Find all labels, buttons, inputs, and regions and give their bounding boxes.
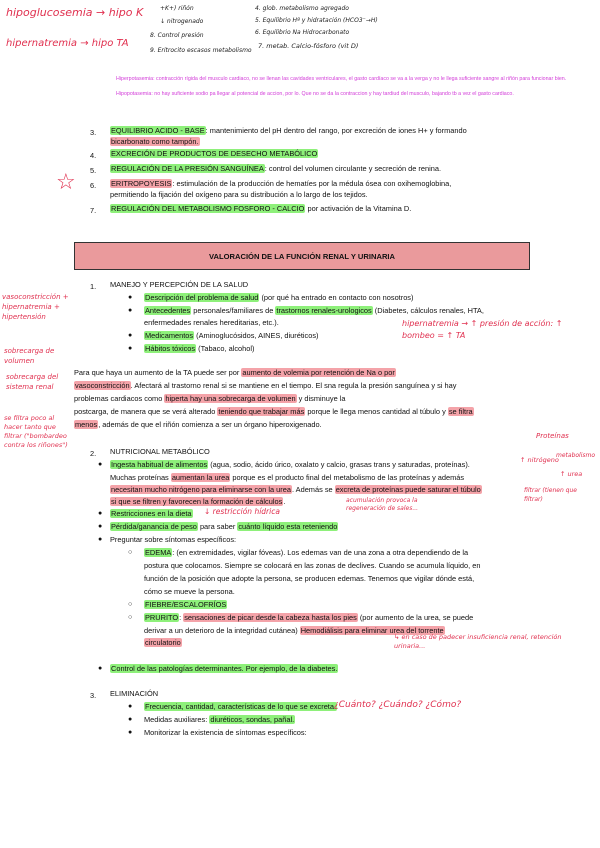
highlight: circulatorio [145,638,181,647]
nutricional-ingesta-line4 [110,497,285,507]
function-fosforo-calcio [110,204,411,214]
text: y disminuye la [296,394,346,403]
handwritten-hipernatremia-presion: hipernatremia → ↑ presión de acción: ↑ bombeo = ↑ TA [402,319,563,340]
function-equilibrio [110,126,467,136]
text: : (en extremidades, vigilar fóveas). Los edemas van de una zona a otra dependiendo de la [172,548,469,557]
manejo-title: MANEJO Y PERCEPCIÓN DE LA SALUD [110,280,249,289]
bullet-icon: ● [128,703,133,710]
text: . [283,497,286,506]
function-label: REGULACIÓN DE LA PRESIÓN SANGUÍNEA [111,164,264,173]
highlight: Pérdida/ganancia de peso [111,522,197,531]
nutricional-ingesta-line2 [110,473,464,483]
function-excrecion [110,149,318,159]
text: (Diabetes, cálculos renales, HTA, [372,306,484,315]
manejo-descripcion [144,293,413,303]
handwritten-mid-3: 8. Control presión [150,32,204,39]
item-number: 3. [90,691,97,700]
handwritten-right-4: 7. metab. Calcio-fósforo (vit D) [258,42,359,50]
text: postcarga, de manera que se verá alterado [74,407,218,416]
highlight: aumento de volemia por retención de Na o por [242,368,395,377]
handwritten-se-filtra: se filtra poco al hacer tanto que filtrar ("bombardeo contra los riñones") [4,414,68,449]
nutricional-preguntar: Preguntar sobre síntomas específicos: [110,535,237,544]
handwritten-urea: ↑ urea [560,470,583,478]
eliminacion-title: ELIMINACIÓN [110,689,159,698]
text: : [179,613,184,622]
fiebre [144,600,227,610]
highlight: Descripción del problema de salud [145,293,259,302]
eliminacion-monitorizar: Monitorizar la existencia de síntomas específicos: [144,728,307,737]
item-number: 1. [90,282,97,291]
highlight: Hábitos tóxicos [145,344,196,353]
text: Medidas auxiliares: [144,715,210,724]
highlight: Control de las patologías determinantes. Por ejemplo, de la diabetes. [111,664,338,673]
nutricional-restricciones [110,509,193,519]
text: (Tabaco, alcohol) [196,344,255,353]
function-text-2: bicarbonato como tampón. [111,137,199,146]
top-note-hiperpotasemia: Hiperpotasemia: contracción rígida del musculo cardiaco, no se llenan las cavidades ventriculares, el gasto cardíaco se va a la verga y no le llega suficiente sangre al riñón para funcionar bien. [116,76,567,82]
function-presion [110,164,441,174]
function-number: 6. [90,181,97,190]
paragraph-line-3 [74,394,346,404]
paragraph-line-2 [74,381,456,391]
prurito-line-3 [144,638,182,648]
section-title-box [74,242,530,270]
highlight: Ingesta habitual de alimentos [111,460,208,469]
nutricional-ingesta-line3 [110,485,482,495]
paragraph-line-1 [74,368,396,378]
text: problemas cardiacos como [74,394,165,403]
text: (por aumento de la urea, se puede [357,613,474,622]
function-number: 7. [90,206,97,215]
text: personales/familiares de [191,306,276,315]
handwritten-right-3: 6. Equilibrio Na Hidrocarbonato [255,29,350,36]
highlight: Hemodiálisis para eliminar urea del torrente [300,626,444,635]
bullet-icon: ● [98,536,103,543]
highlight: necesitan mucho nitrógeno para eliminarse con la urea [111,485,291,494]
highlight: FIEBRE/ESCALOFRÍOS [145,600,227,609]
manejo-antecedentes-line2: enfermedades renales hereditarias, etc.). [144,318,279,327]
top-note-hipopotasemia: Hipopotasemia: no hay suficiente sodio pa llegar al potencial de accion, por lo. Que no se da la contraccion y hay tardiud del musculo, bajando tb a vez el gasto cardiaco. [116,91,514,97]
text: Muchas proteínas [110,473,171,482]
highlight: Medicamentos [145,331,194,340]
manejo-antecedentes [144,306,484,316]
circle-bullet-icon: ○ [128,614,133,621]
bullet-icon: ● [128,307,133,314]
text: (Aminoglucósidos, AINES, diuréticos) [194,331,319,340]
item-number: 2. [90,449,97,458]
highlight: cuánto líquido esta reteniendo [238,522,338,531]
handwritten-proteinas: Proteínas [536,432,569,440]
highlight: se filtra [448,407,473,416]
edema-line-1 [144,548,468,558]
function-text: : estimulación de la producción de hematíes por la médula ósea con oxihemoglobina, [172,179,452,188]
bullet-icon: ● [98,461,103,468]
highlight: Frecuencia, cantidad, características de lo que se excreta. [145,702,337,711]
function-number: 5. [90,166,97,175]
text: para saber [197,522,238,531]
text: (agua, sodio, ácido úrico, oxalato y calcio, grasas trans y saturadas, proteínas). [208,460,470,469]
handwritten-insuficiencia: ↳ en caso de padecer insuficiencia renal, retención urinaria... [394,633,562,650]
highlight: menos [75,420,98,429]
handwritten-preguntas: ¿Cuánto? ¿Cuándo? ¿Cómo? [334,700,462,710]
handwritten-mid-4: 9. Eritrocito escasos metabolismo [150,47,252,54]
handwritten-right-1: 4. glob. metabolismo agregado [255,5,349,12]
handwritten-nitrogeno: ↑ nitrógeno [520,456,559,464]
text: . Afectará al trastorno renal si se mantiene en el tiempo. El sna regula la presión sanguínea y si hay [130,381,457,390]
highlight: excreta de proteínas puede saturar el túbulo [335,485,481,494]
paragraph-line-4 [74,407,474,417]
function-eritropoyesis-line2 [110,190,368,200]
star-mark: ☆ [56,170,76,195]
function-eritropoyesis [110,179,451,189]
manejo-medicamentos [144,331,319,341]
handwritten-sobrecarga-sistema: sobrecarga del sistema renal [6,373,59,391]
handwritten-filtrar: filtrar (tienen que filtrar) [524,487,577,503]
function-label: EQUILIBRIO ACIDO - BASE [111,126,205,135]
edema-line-3: función de la posición que adopte la persona, se producen edemas. Tenemos que vigilar dónde está, [144,574,475,583]
section-title: VALORACIÓN DE LA FUNCIÓN RENAL Y URINARIA [208,251,396,261]
highlight: sensaciones de picar desde la cabeza hasta los pies [184,613,357,622]
handwritten-vasoconstriccion: vasoconstricción + hipernatremia + hipertensión [2,293,69,321]
highlight: EDEMA [145,548,172,557]
text: , además de que el riñón comienza a ser un órgano hiperoxigenado. [98,420,322,429]
prurito-line-1 [144,613,473,623]
function-text: : mantenimiento del pH dentro del rango, por excreción de iones H+ y formando [205,126,467,135]
highlight: PRURITO [145,613,179,622]
function-equilibrio-line2 [110,137,200,147]
function-number: 3. [90,128,97,137]
bullet-icon: ● [128,716,133,723]
highlight: diuréticos, sondas, pañal. [210,715,295,724]
nutricional-peso [110,522,338,532]
paragraph-line-5 [74,420,322,430]
handwritten-mid-1: +K+) riñón [160,5,194,12]
bullet-icon: ● [128,332,133,339]
handwritten-hipernatremia: hipernatremia → hipo TA [6,38,129,49]
highlight: teniendo que trabajar más [218,407,305,416]
highlight: Antecedentes [145,306,191,315]
function-label: REGULACIÓN DEL METABOLISMO FOSFORO - CALCIO [111,204,305,213]
function-text: por activación de la Vitamina D. [305,204,412,213]
handwritten-mid-2: ↓ nitrogenado [160,18,204,25]
handwritten-acumulacion: acumulación provoca la regeneración de sales... [346,497,419,512]
text: porque le llega menos cantidad al túbulo y [305,407,448,416]
bullet-icon: ● [98,523,103,530]
text: derivar a un deterioro de la integridad cutánea) [144,626,300,635]
manejo-habitos [144,344,254,354]
bullet-icon: ● [128,345,133,352]
handwritten-hipoglucosemia: hipoglucosemia → hipo K [6,6,144,19]
highlight: trastornos renales-urologicos [276,306,372,315]
handwritten-metabolismo: metabolismo [556,452,596,459]
highlight: aumentan la urea [171,473,230,482]
bullet-icon: ● [128,729,133,736]
handwritten-sobrecarga: sobrecarga de volumen [4,347,55,365]
nutricional-title: NUTRICIONAL METABÓLICO [110,447,210,456]
highlight: hiperta hay una sobrecarga de volumen [165,394,296,403]
edema-line-4: cómo se mueve la persona. [144,587,235,596]
function-label: ERITROPOYESIS [111,179,172,188]
bullet-icon: ● [98,510,103,517]
function-label: EXCRECIÓN DE PRODUCTOS DE DESECHO METABÓLICO [111,149,318,158]
eliminacion-medidas [144,715,295,725]
circle-bullet-icon: ○ [128,601,133,608]
text: Para que haya un aumento de la TA puede ser por [74,368,242,377]
text: porque es el producto final del metabolismo de las proteínas y además [230,473,465,482]
function-text-2: permitiendo la fijación del oxígeno para su distribución a lo largo de los tejidos. [110,190,368,199]
highlight: Restricciones en la dieta [111,509,192,518]
nutricional-ingesta [110,460,470,470]
text: (por qué ha entrado en contacto con nosotros) [259,293,414,302]
highlight: vasoconstricción [75,381,130,390]
handwritten-restriccion: ↓ restricción hídrica [204,507,280,516]
handwritten-right-2: 5. Equilibrio Hº y hidratación (HCO3⁻→H) [255,17,378,24]
eliminacion-frecuencia [144,702,337,712]
bullet-icon: ● [98,665,103,672]
circle-bullet-icon: ○ [128,549,133,556]
function-number: 4. [90,151,97,160]
text: . Además se [291,485,335,494]
edema-line-2: postura que colocamos. Siempre se colocará en las zonas de declives. Cuando se acumula líquido, en [144,561,481,570]
control-patologias [110,664,338,674]
bullet-icon: ● [128,294,133,301]
highlight: si que se filtren y favorecen la formación de cálculos [111,497,283,506]
function-text: : control del volumen circulante y secreción de renina. [264,164,442,173]
